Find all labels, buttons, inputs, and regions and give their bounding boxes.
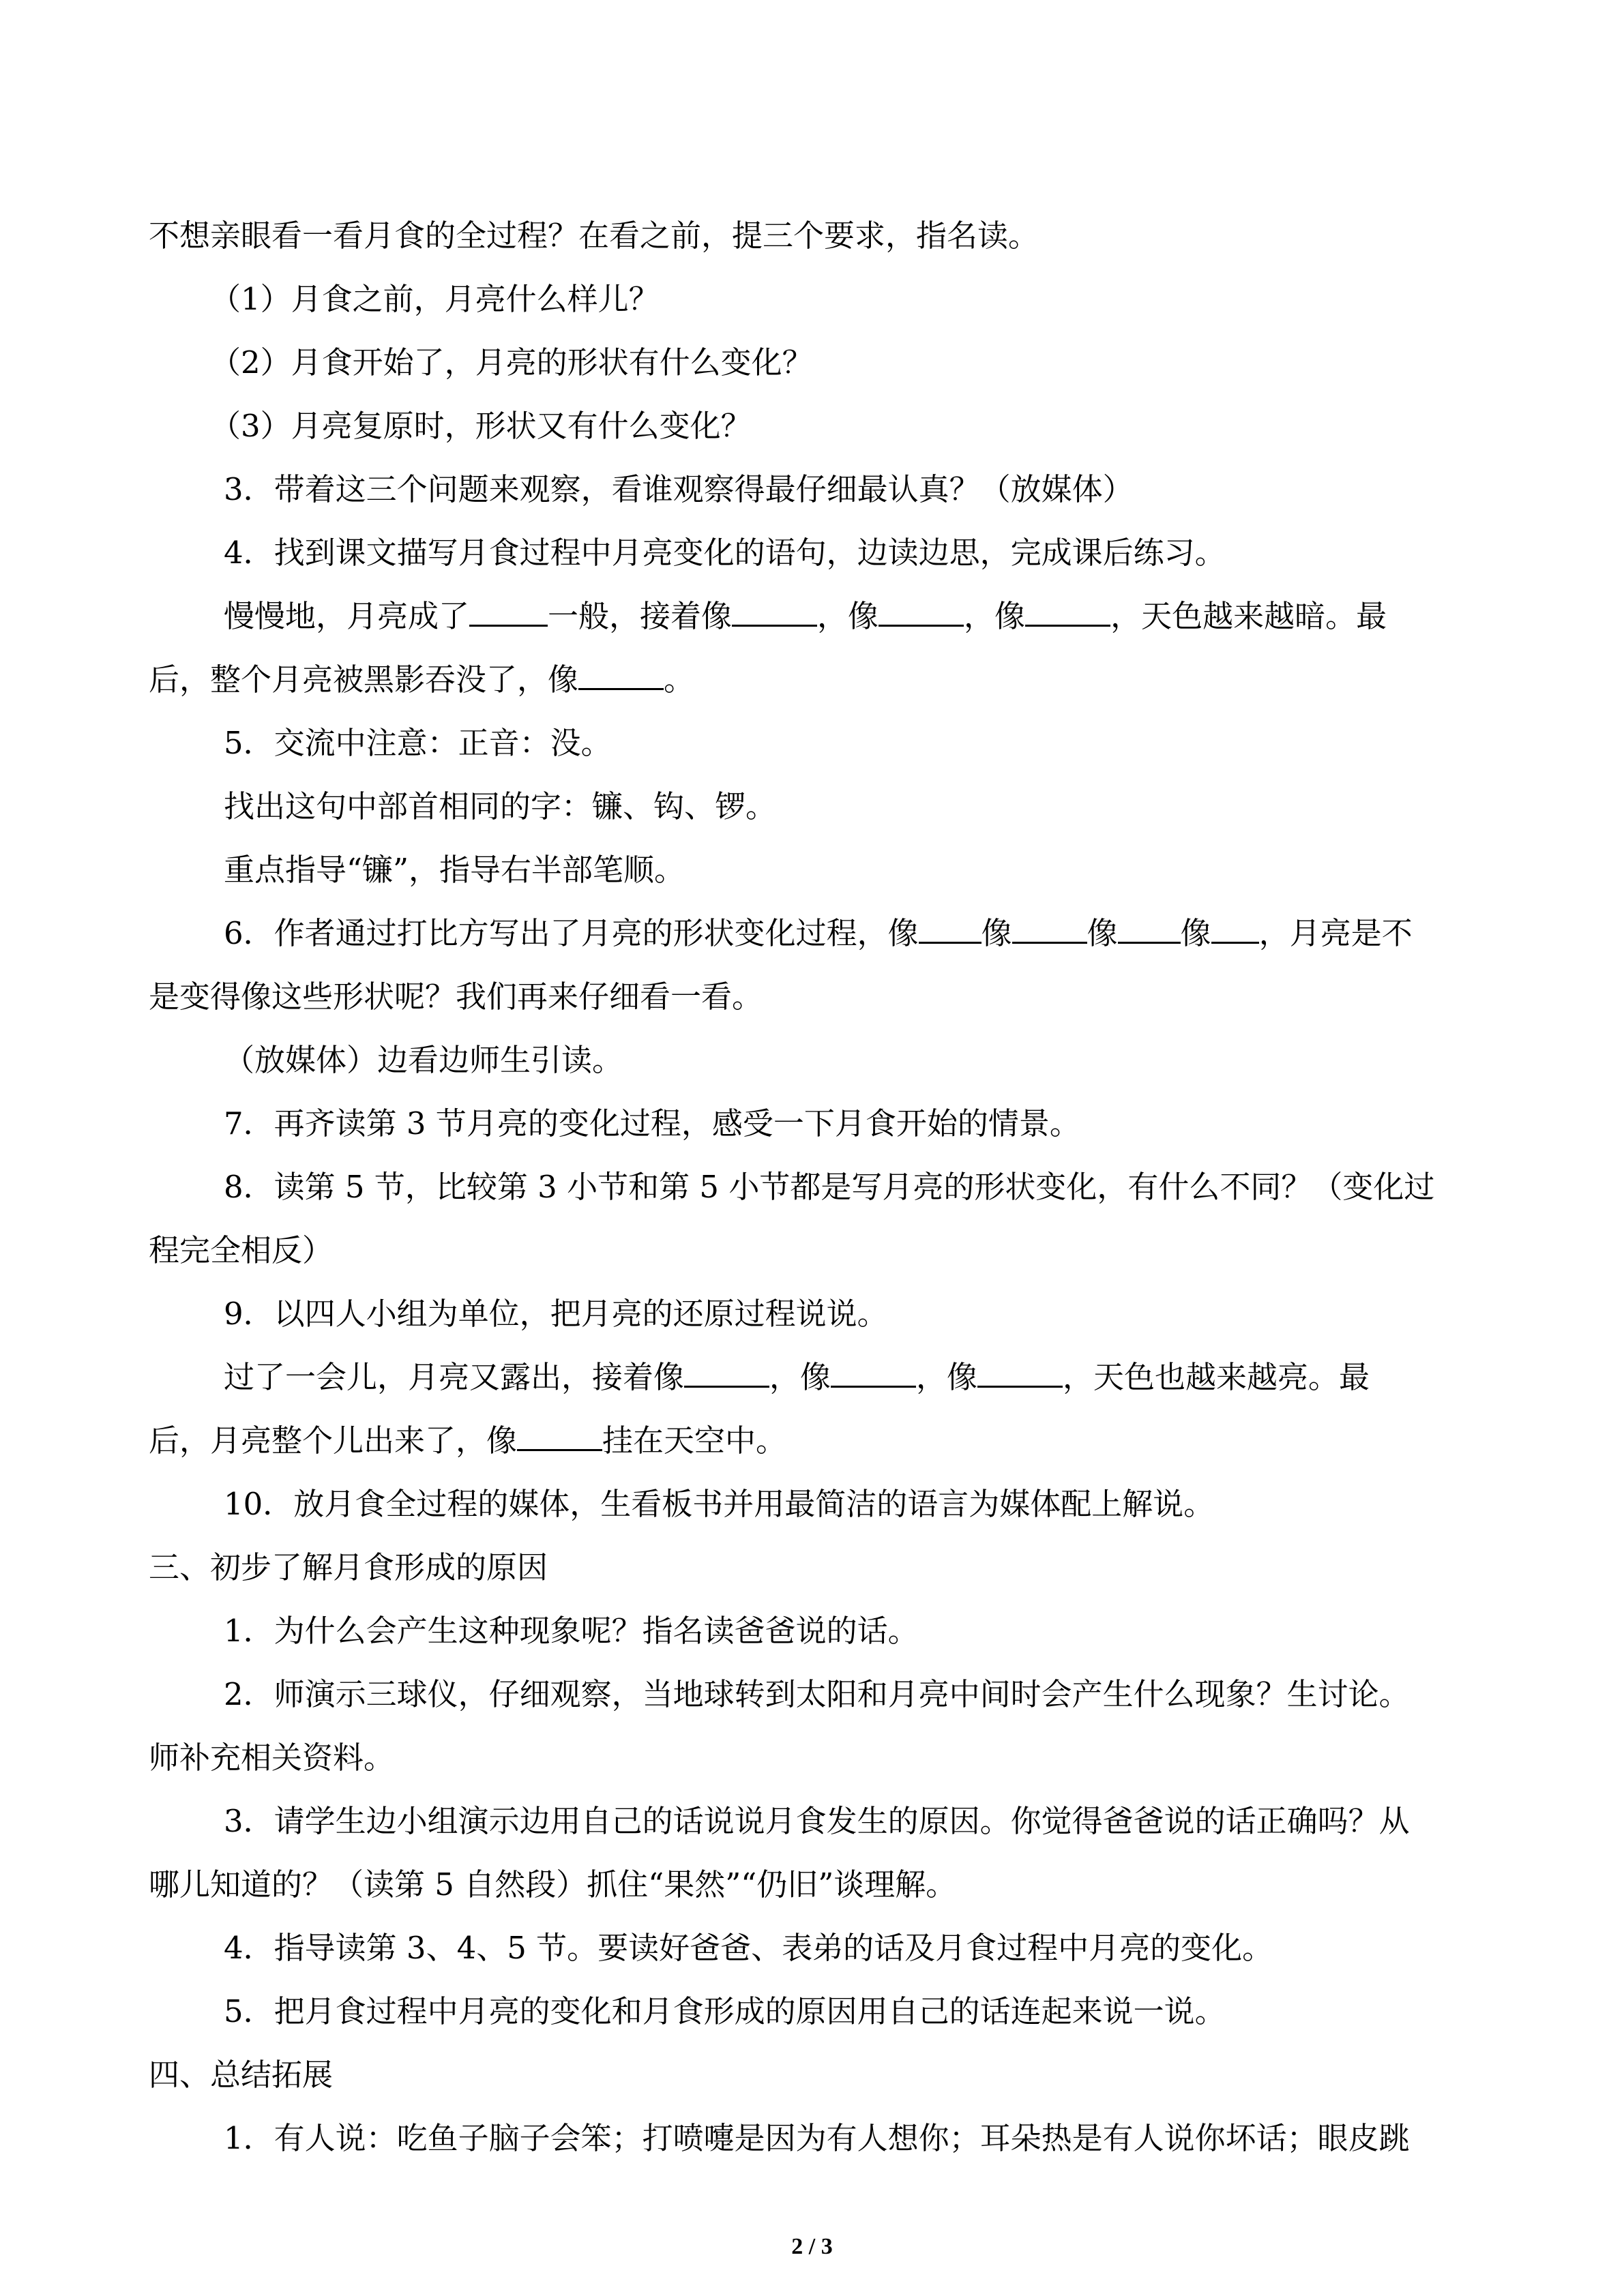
text-line	[149, 1163, 1479, 1227]
text-line	[149, 1290, 1479, 1354]
text-line	[149, 846, 1479, 910]
text-segment: 三、初步了解月食形成的原因	[149, 1549, 548, 1585]
text-segment: 后，月亮整个儿出来了，像	[149, 1422, 518, 1459]
text-line	[149, 1037, 1479, 1100]
text-segment: 4．指导读第 3、4、5 节。要读好爸爸、表弟的话及月食过程中月亮的变化。	[224, 1930, 1273, 1966]
text-segment: 2．师演示三球仪，仔细观察，当地球转到太阳和月亮中间时会产生什么现象？生讨论。	[224, 1676, 1410, 1712]
text-segment: 9．以四人小组为单位，把月亮的还原过程说说。	[224, 1296, 888, 1332]
text-segment: 3．请学生边小组演示边用自己的话说说月食发生的原因。你觉得爸爸说的话正确吗？从	[224, 1803, 1410, 1839]
text-segment: ，像	[916, 1359, 978, 1395]
text-segment: 5．交流中注意：正音：没。	[224, 725, 612, 761]
text-segment: 慢慢地，月亮成了	[224, 598, 470, 634]
text-segment: 挂在天空中。	[602, 1422, 787, 1459]
text-line	[149, 1861, 1479, 1924]
fill-in-blank	[1211, 910, 1259, 944]
text-segment: 找出这句中部首相同的字：镰、钩、锣。	[224, 788, 777, 824]
text-segment: 4．找到课文描写月食过程中月亮变化的语句，边读边思，完成课后练习。	[224, 535, 1226, 571]
text-line	[149, 910, 1479, 973]
text-segment: 一般，接着像	[548, 598, 733, 634]
text-segment: 重点指导“镰”，指导右半部笔顺。	[224, 852, 685, 888]
text-segment: 像	[981, 915, 1012, 951]
fill-in-blank	[732, 593, 817, 627]
text-line	[149, 719, 1479, 783]
text-segment: 5．把月食过程中月亮的变化和月食形成的原因用自己的话连起来说一说。	[224, 1993, 1226, 2029]
text-segment: 像	[1087, 915, 1118, 951]
text-line	[149, 339, 1479, 402]
text-line	[149, 2051, 1479, 2115]
text-line	[149, 275, 1479, 339]
text-segment: （3）月亮复原时，形状又有什么变化？	[210, 408, 752, 444]
page-number: 2 / 3	[791, 2234, 833, 2259]
text-line	[149, 1607, 1479, 1671]
fill-in-blank	[879, 593, 964, 627]
text-line	[149, 593, 1479, 656]
text-segment: （放媒体）边看边师生引读。	[224, 1042, 623, 1078]
text-line	[149, 402, 1479, 466]
text-line	[149, 1734, 1479, 1798]
text-line	[149, 1354, 1479, 1417]
text-segment: 师补充相关资料。	[149, 1740, 395, 1776]
text-line	[149, 212, 1479, 275]
text-segment: 四、总结拓展	[149, 2057, 334, 2093]
text-line	[149, 656, 1479, 719]
fill-in-blank	[1118, 910, 1181, 944]
text-segment: （2）月食开始了，月亮的形状有什么变化？	[210, 344, 813, 381]
text-line	[149, 1798, 1479, 1861]
text-segment: （1）月食之前，月亮什么样儿？	[210, 281, 660, 317]
text-segment: ，像	[964, 598, 1026, 634]
text-segment: 8．读第 5 节，比较第 3 小节和第 5 小节都是写月亮的形状变化，有什么不同？（变化过	[224, 1169, 1435, 1205]
text-segment: ，像	[769, 1359, 831, 1395]
text-segment: 程完全相反）	[149, 1232, 334, 1268]
text-line	[149, 1988, 1479, 2051]
text-line	[149, 1480, 1479, 1544]
text-segment: 像	[1180, 915, 1211, 951]
text-segment: 。	[664, 661, 695, 698]
fill-in-blank	[977, 1354, 1063, 1388]
fill-in-blank	[517, 1418, 602, 1451]
text-segment: 哪儿知道的？（读第 5 自然段）抓住“果然”“仍旧”谈理解。	[149, 1866, 957, 1903]
fill-in-blank	[831, 1354, 916, 1388]
fill-in-blank	[1025, 593, 1110, 627]
text-line	[149, 1417, 1479, 1480]
fill-in-blank	[684, 1354, 769, 1388]
text-segment: 3．带着这三个问题来观察，看谁观察得最仔细最认真？（放媒体）	[224, 471, 1134, 507]
fill-in-blank	[469, 593, 548, 627]
text-segment: 1．为什么会产生这种现象呢？指名读爸爸说的话。	[224, 1613, 919, 1649]
text-segment: 过了一会儿，月亮又露出，接着像	[224, 1359, 685, 1395]
text-line	[149, 1671, 1479, 1734]
text-line	[149, 466, 1479, 529]
text-segment: 6．作者通过打比方写出了月亮的形状变化过程，像	[224, 915, 919, 951]
fill-in-blank	[919, 910, 981, 944]
text-line	[149, 973, 1479, 1037]
text-line	[149, 2115, 1479, 2178]
text-segment: 7．再齐读第 3 节月亮的变化过程，感受一下月食开始的情景。	[224, 1105, 1080, 1142]
text-line	[149, 783, 1479, 846]
text-line	[149, 1924, 1479, 1988]
fill-in-blank	[1012, 910, 1087, 944]
text-segment: 后，整个月亮被黑影吞没了，像	[149, 661, 579, 698]
text-line	[149, 1544, 1479, 1607]
text-segment: ，天色也越来越亮。最	[1063, 1359, 1370, 1395]
text-line	[149, 1100, 1479, 1163]
text-segment: ，像	[817, 598, 879, 634]
text-line	[149, 1227, 1479, 1290]
fill-in-blank	[578, 657, 664, 690]
text-segment: 不想亲眼看一看月食的全过程？在看之前，提三个要求，指名读。	[149, 218, 1039, 254]
text-segment: ，天色越来越暗。最	[1110, 598, 1387, 634]
text-segment: 1．有人说：吃鱼子脑子会笨；打喷嚏是因为有人想你；耳朵热是有人说你坏话；眼皮跳	[224, 2120, 1410, 2156]
text-segment: ，月亮是不	[1258, 915, 1413, 951]
document-body	[149, 212, 1479, 2178]
text-segment: 是变得像这些形状呢？我们再来仔细看一看。	[149, 979, 763, 1015]
text-line	[149, 529, 1479, 593]
text-segment: 10．放月食全过程的媒体，生看板书并用最简洁的语言为媒体配上解说。	[224, 1486, 1215, 1522]
